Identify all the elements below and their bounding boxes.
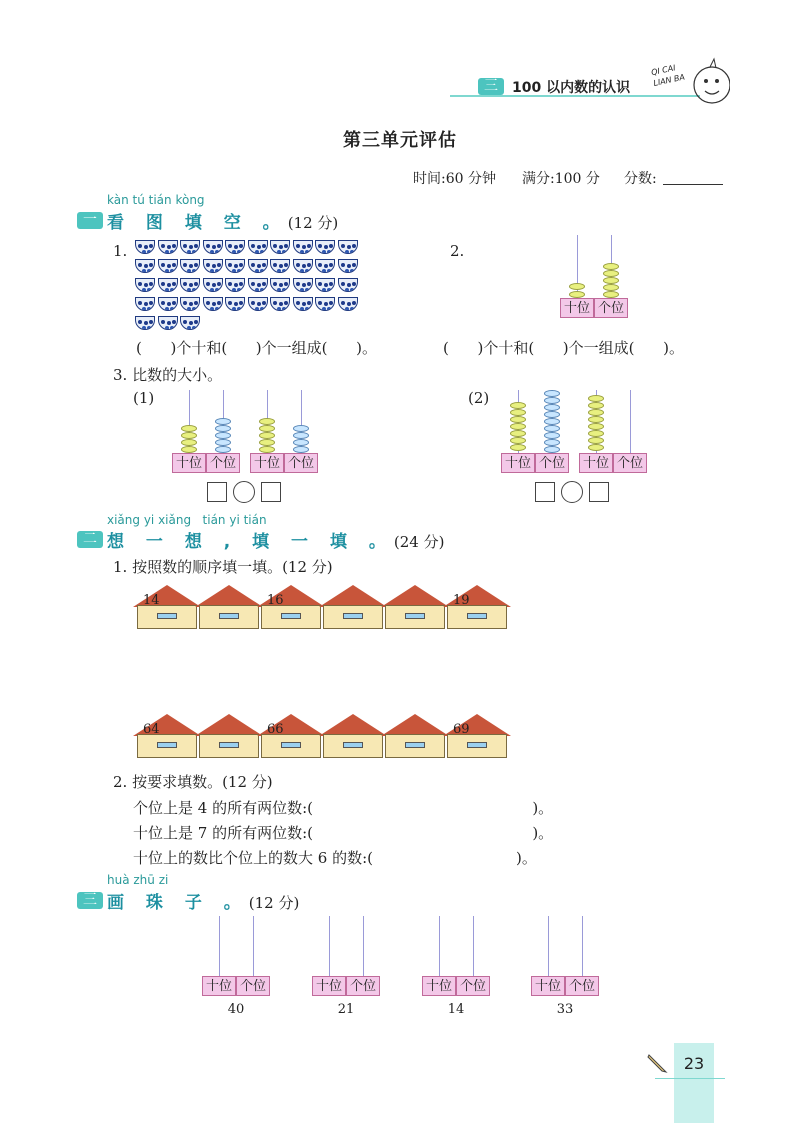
draw-abacus-3[interactable] bbox=[420, 916, 492, 1026]
q3-1-label: (1) bbox=[133, 389, 155, 407]
page-number: 23 bbox=[683, 1054, 705, 1073]
target-number: 40 bbox=[227, 1002, 245, 1017]
compare2-circle[interactable] bbox=[561, 481, 583, 503]
bead bbox=[588, 395, 604, 402]
house[interactable] bbox=[261, 714, 321, 762]
tens-label: 十位 bbox=[202, 976, 236, 996]
bowl-icon bbox=[248, 240, 268, 254]
compare2-box-right[interactable] bbox=[589, 482, 609, 502]
bead bbox=[544, 418, 560, 425]
bead bbox=[603, 270, 619, 277]
bead bbox=[510, 444, 526, 451]
compare2-box-left[interactable] bbox=[535, 482, 555, 502]
house[interactable] bbox=[447, 714, 507, 762]
bead bbox=[215, 418, 231, 425]
logo-text: QI CAI LIAN BA bbox=[650, 63, 686, 88]
tens-label: 十位 bbox=[501, 453, 535, 473]
house[interactable] bbox=[261, 585, 321, 633]
place-value-label bbox=[531, 976, 599, 996]
bead bbox=[588, 430, 604, 437]
bowl-icon bbox=[180, 278, 200, 292]
bowl-icon bbox=[338, 259, 358, 273]
house-roof bbox=[381, 585, 449, 607]
bowl-icon bbox=[293, 278, 313, 292]
sec2-score: (24 分) bbox=[393, 533, 445, 551]
ones-label: 个位 bbox=[284, 453, 318, 473]
bead bbox=[544, 432, 560, 439]
sec2-q1: 1. 按照数的顺序填一填。(12 分) bbox=[113, 558, 333, 576]
bowl-icon bbox=[203, 259, 223, 273]
house-window bbox=[281, 613, 301, 619]
bead bbox=[603, 284, 619, 291]
bowl-icon bbox=[270, 278, 290, 292]
bowl-icon bbox=[338, 297, 358, 311]
bead bbox=[259, 446, 275, 453]
house-window bbox=[157, 742, 177, 748]
ones-label: 个位 bbox=[346, 976, 380, 996]
bead bbox=[510, 423, 526, 430]
bowl-icon bbox=[293, 259, 313, 273]
bead bbox=[259, 439, 275, 446]
sec1-score: (12 分) bbox=[287, 214, 339, 232]
bead bbox=[181, 439, 197, 446]
bead bbox=[544, 425, 560, 432]
unit-badge: 三 bbox=[478, 78, 504, 95]
rod bbox=[219, 916, 220, 978]
house-window bbox=[467, 613, 487, 619]
ones-label: 个位 bbox=[236, 976, 270, 996]
house-number: 19 bbox=[453, 593, 470, 608]
target-number: 14 bbox=[447, 1002, 465, 1017]
bead bbox=[259, 432, 275, 439]
bowl-icon bbox=[158, 240, 178, 254]
rod bbox=[630, 390, 631, 454]
compare1-abacus-b bbox=[248, 390, 320, 476]
house[interactable] bbox=[323, 714, 383, 762]
bead bbox=[544, 390, 560, 397]
bowl-icon bbox=[203, 278, 223, 292]
exam-score-label: 分数: bbox=[624, 171, 657, 187]
draw-abacus-1[interactable] bbox=[200, 916, 272, 1026]
bowl-icon bbox=[203, 297, 223, 311]
q2-abacus bbox=[558, 235, 630, 321]
bowl-icon bbox=[225, 259, 245, 273]
house-window bbox=[219, 742, 239, 748]
sec1-title-text: 看 图 填 空 。 bbox=[107, 213, 288, 233]
bead bbox=[588, 409, 604, 416]
house[interactable] bbox=[385, 714, 445, 762]
houses-row-2 bbox=[137, 714, 527, 762]
bead bbox=[215, 446, 231, 453]
sec3-badge: 三 bbox=[77, 892, 103, 909]
bowl-icon bbox=[225, 297, 245, 311]
compare1-box-right[interactable] bbox=[261, 482, 281, 502]
bead bbox=[259, 425, 275, 432]
bead bbox=[181, 446, 197, 453]
house[interactable] bbox=[199, 585, 259, 633]
target-number: 21 bbox=[337, 1002, 355, 1017]
bead bbox=[293, 446, 309, 453]
q3-title: 3. 比数的大小。 bbox=[113, 366, 223, 384]
bead bbox=[215, 425, 231, 432]
sec2-title-text: 想 一 想 , 填 一 填 。 bbox=[107, 532, 394, 552]
bowl-icon bbox=[180, 240, 200, 254]
sec1-title bbox=[107, 208, 338, 233]
tens-label: 十位 bbox=[560, 298, 594, 318]
bowl-icon bbox=[158, 259, 178, 273]
place-value-label bbox=[560, 298, 628, 318]
bead bbox=[510, 402, 526, 409]
q3-2-label: (2) bbox=[468, 389, 490, 407]
q2-number: 2. bbox=[450, 242, 465, 260]
house-window bbox=[467, 742, 487, 748]
ones-label: 个位 bbox=[535, 453, 569, 473]
place-value-label bbox=[172, 453, 240, 473]
sec2-q2: 2. 按要求填数。(12 分) bbox=[113, 773, 273, 791]
bowl-icon bbox=[158, 297, 178, 311]
q1-answer-line[interactable]: ( )个十和( )个一组成( )。 bbox=[136, 339, 377, 357]
fill-line-2[interactable]: 十位上是 7 的所有两位数:( )。 bbox=[133, 824, 554, 842]
tens-label: 十位 bbox=[312, 976, 346, 996]
ones-label: 个位 bbox=[456, 976, 490, 996]
exam-full-score: 满分:100 分 bbox=[522, 171, 600, 187]
bowl-icon bbox=[225, 240, 245, 254]
house-number: 66 bbox=[267, 722, 284, 737]
sec1-badge: 一 bbox=[77, 212, 103, 229]
house[interactable] bbox=[323, 585, 383, 633]
house-window bbox=[157, 613, 177, 619]
rod bbox=[582, 916, 583, 978]
place-value-label bbox=[501, 453, 569, 473]
bead bbox=[544, 446, 560, 453]
bowl-icon bbox=[315, 297, 335, 311]
bead bbox=[293, 432, 309, 439]
house-roof bbox=[195, 585, 263, 607]
page-title: 第三单元评估 bbox=[343, 130, 457, 151]
house-number: 69 bbox=[453, 722, 470, 737]
bead bbox=[215, 432, 231, 439]
bowl-icon bbox=[180, 316, 200, 330]
sec3-title bbox=[107, 888, 299, 913]
house-window bbox=[219, 613, 239, 619]
sec2-pinyin: xiǎng yi xiǎng tián yi tián bbox=[107, 513, 267, 527]
ones-label: 个位 bbox=[613, 453, 647, 473]
house-number: 14 bbox=[143, 593, 160, 608]
bead bbox=[510, 437, 526, 444]
score-blank[interactable] bbox=[663, 184, 723, 185]
bead bbox=[181, 425, 197, 432]
rod bbox=[439, 916, 440, 978]
bowl-icon bbox=[225, 278, 245, 292]
bowl-icon bbox=[338, 240, 358, 254]
house[interactable] bbox=[137, 714, 197, 762]
bead bbox=[544, 411, 560, 418]
sec2-badge: 二 bbox=[77, 531, 103, 548]
sec3-pinyin: huà zhū zi bbox=[107, 873, 169, 887]
house[interactable] bbox=[199, 714, 259, 762]
ones-label: 个位 bbox=[565, 976, 599, 996]
bowl-icon bbox=[135, 259, 155, 273]
bead bbox=[293, 439, 309, 446]
place-value-label bbox=[312, 976, 380, 996]
bead bbox=[588, 444, 604, 451]
compare1-abacus-a bbox=[170, 390, 242, 476]
fill-line-3[interactable]: 十位上的数比个位上的数大 6 的数:( )。 bbox=[133, 849, 537, 867]
house-window bbox=[343, 613, 363, 619]
tens-label: 十位 bbox=[531, 976, 565, 996]
bead bbox=[588, 416, 604, 423]
bowl-icon bbox=[180, 259, 200, 273]
tens-label: 十位 bbox=[250, 453, 284, 473]
sec3-title-text: 画 珠 子 。 bbox=[107, 893, 249, 913]
bead bbox=[215, 439, 231, 446]
bowl-icon bbox=[293, 297, 313, 311]
compare2-abacus-a bbox=[499, 390, 571, 476]
logo bbox=[650, 55, 730, 115]
place-value-label bbox=[579, 453, 647, 473]
rod bbox=[473, 916, 474, 978]
bowl-icon bbox=[315, 259, 335, 273]
tens-label: 十位 bbox=[172, 453, 206, 473]
pencil-icon bbox=[646, 1052, 668, 1074]
bowl-icon bbox=[248, 297, 268, 311]
sec1-pinyin: kàn tú tián kòng bbox=[107, 193, 205, 207]
bowl-icon bbox=[180, 297, 200, 311]
bead bbox=[510, 416, 526, 423]
bowl-icon bbox=[293, 240, 313, 254]
bead bbox=[510, 430, 526, 437]
tens-label: 十位 bbox=[422, 976, 456, 996]
bead bbox=[588, 423, 604, 430]
target-number: 33 bbox=[556, 1002, 574, 1017]
sec3-score: (12 分) bbox=[248, 894, 300, 912]
bead bbox=[603, 291, 619, 298]
bowl-icon bbox=[315, 278, 335, 292]
bead bbox=[569, 283, 585, 290]
rod bbox=[548, 916, 549, 978]
house-number: 16 bbox=[267, 593, 284, 608]
page-number-rule bbox=[655, 1078, 725, 1079]
house[interactable] bbox=[385, 585, 445, 633]
bowl-icon bbox=[270, 240, 290, 254]
bowl-icon bbox=[315, 240, 335, 254]
bowl-icon bbox=[248, 259, 268, 273]
bead bbox=[588, 437, 604, 444]
bowl-icon bbox=[135, 240, 155, 254]
bead bbox=[603, 277, 619, 284]
sec2-title bbox=[107, 527, 444, 552]
bowl-icon bbox=[135, 278, 155, 292]
compare1-box-left[interactable] bbox=[207, 482, 227, 502]
bowl-icon bbox=[270, 259, 290, 273]
bowl-icon bbox=[203, 240, 223, 254]
houses-row-1 bbox=[137, 585, 527, 633]
house-roof bbox=[319, 714, 387, 736]
fill-line-1[interactable]: 个位上是 4 的所有两位数:( )。 bbox=[133, 799, 554, 817]
house[interactable] bbox=[137, 585, 197, 633]
q2-answer-line[interactable]: ( )个十和( )个一组成( )。 bbox=[443, 339, 684, 357]
house-window bbox=[343, 742, 363, 748]
bowl-icon bbox=[338, 278, 358, 292]
draw-abacus-4[interactable] bbox=[529, 916, 601, 1026]
ones-label: 个位 bbox=[206, 453, 240, 473]
rod bbox=[253, 916, 254, 978]
bead bbox=[293, 425, 309, 432]
bead bbox=[569, 291, 585, 298]
place-value-label bbox=[422, 976, 490, 996]
house[interactable] bbox=[447, 585, 507, 633]
draw-abacus-2[interactable] bbox=[310, 916, 382, 1026]
bowl-icon bbox=[158, 278, 178, 292]
unit-title: 100 以内数的认识 bbox=[512, 80, 631, 96]
rod bbox=[363, 916, 364, 978]
tens-label: 十位 bbox=[579, 453, 613, 473]
bead bbox=[544, 397, 560, 404]
ones-label: 个位 bbox=[594, 298, 628, 318]
house-roof bbox=[381, 714, 449, 736]
house-window bbox=[281, 742, 301, 748]
place-value-label bbox=[250, 453, 318, 473]
bowl-icon bbox=[270, 297, 290, 311]
rod bbox=[329, 916, 330, 978]
house-roof bbox=[195, 714, 263, 736]
bowl-icon bbox=[158, 316, 178, 330]
house-number: 64 bbox=[143, 722, 160, 737]
exam-time: 时间:60 分钟 bbox=[413, 171, 496, 187]
compare2-abacus-b bbox=[577, 390, 649, 476]
bowl-icon bbox=[248, 278, 268, 292]
bowl-icon bbox=[135, 316, 155, 330]
compare1-circle[interactable] bbox=[233, 481, 255, 503]
house-window bbox=[405, 742, 425, 748]
bead bbox=[510, 409, 526, 416]
bead bbox=[259, 418, 275, 425]
place-value-label bbox=[202, 976, 270, 996]
bead bbox=[588, 402, 604, 409]
bowl-icon bbox=[135, 297, 155, 311]
bead bbox=[544, 439, 560, 446]
bead bbox=[181, 432, 197, 439]
bowls-grid bbox=[135, 240, 365, 335]
house-window bbox=[405, 613, 425, 619]
q1-number: 1. bbox=[113, 242, 128, 260]
house-roof bbox=[319, 585, 387, 607]
bead bbox=[603, 263, 619, 270]
bead bbox=[544, 404, 560, 411]
